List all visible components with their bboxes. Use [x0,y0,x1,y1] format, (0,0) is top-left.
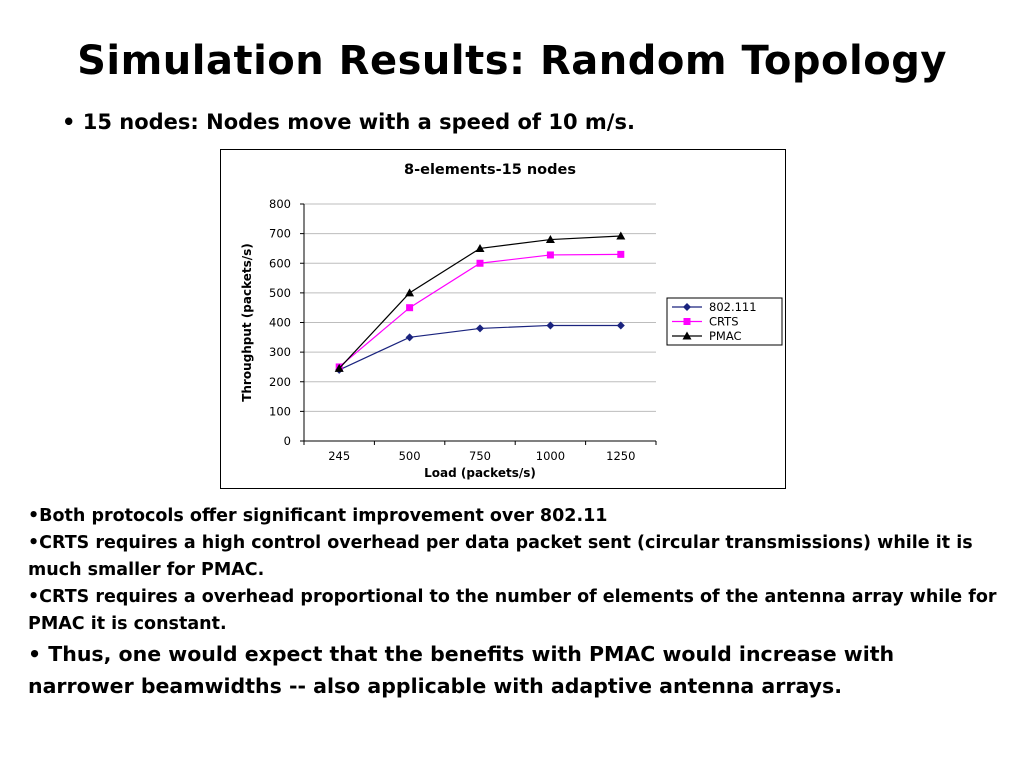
data-point [547,251,554,258]
x-tick-label: 750 [469,449,491,463]
legend-marker [684,318,691,325]
data-point [616,231,625,239]
legend-label: 802.111 [709,300,757,314]
y-axis-label: Throughput (packets/s) [240,243,254,402]
x-tick-label: 1250 [606,449,636,463]
notes-list [28,503,998,702]
y-tick-label: 700 [269,226,291,241]
x-tick-label: 245 [328,449,351,463]
y-tick-label: 500 [269,285,291,300]
data-point [617,251,624,258]
y-tick-label: 800 [269,197,291,211]
data-point [406,333,414,341]
note-item: •CRTS requires a high control overhead per data packet sent (circular transmissions) while it is much smaller for PMAC. [28,533,973,580]
slide-title: Simulation Results: Random Topology [77,38,947,84]
legend-label: PMAC [709,329,742,343]
y-tick-label: 300 [269,345,291,360]
chart-title: 8-elements-15 nodes [404,162,576,178]
y-tick-label: 100 [269,404,291,419]
y-tick-label: 400 [269,315,291,330]
data-point [406,304,413,311]
y-tick-label: 0 [283,434,291,448]
x-axis-label: Load (packets/s) [424,466,536,480]
x-tick-label: 1000 [535,449,566,463]
data-point [477,260,484,267]
note-item: •Both protocols offer significant improvement over 802.11 [28,506,608,526]
line-chart [221,150,787,490]
data-point [476,324,484,332]
note-item: •CRTS requires a overhead proportional to the number of elements of the antenna array while for PMAC it is constant. [28,587,997,634]
chart-container [220,149,786,489]
note-item: • Thus, one would expect that the benefits with PMAC would increase with narrower beamwidths -- also applicable with adaptive antenna arrays. [28,642,895,698]
y-tick-label: 600 [269,256,291,271]
slide-subtitle: • 15 nodes: Nodes move with a speed of 10 m/s. [62,110,635,134]
legend-label: CRTS [709,314,739,329]
x-tick-label: 500 [398,449,421,463]
series-line-pmac [339,236,621,368]
y-tick-label: 200 [269,374,291,389]
